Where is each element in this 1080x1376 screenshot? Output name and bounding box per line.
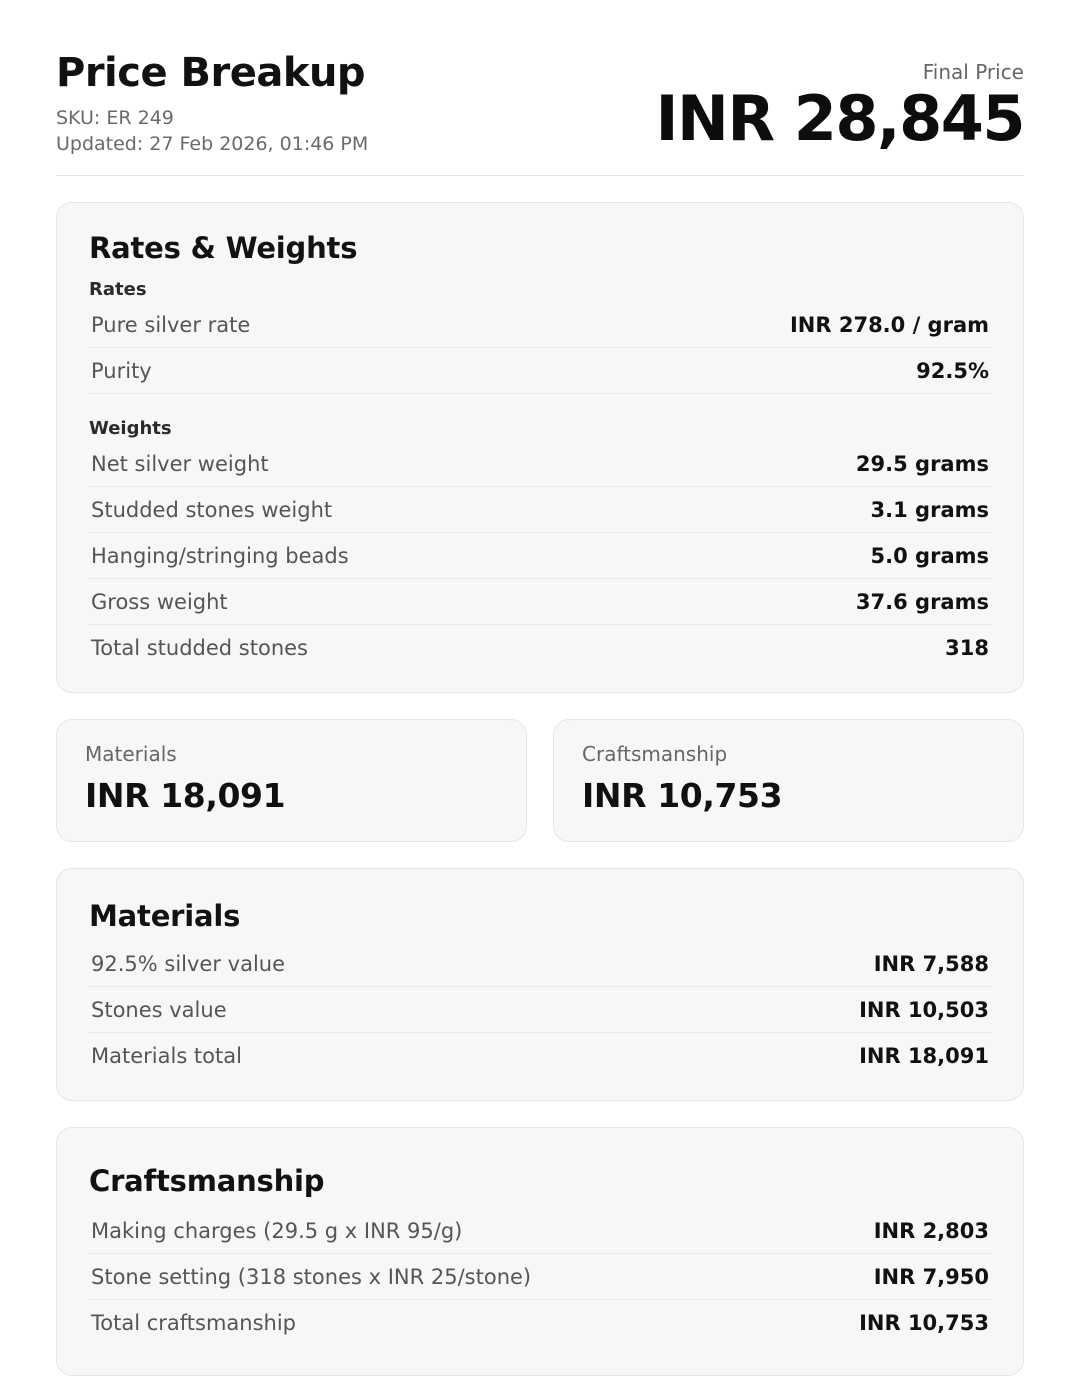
row-label: Gross weight [91,590,228,615]
table-row [89,625,991,670]
row-value: INR 7,588 [873,952,989,977]
summary-cards [56,719,1024,842]
row-value: 29.5 grams [855,452,989,477]
summary-value: INR 18,091 [85,776,286,816]
table-row [89,348,991,394]
table-row [89,441,991,487]
row-label: Making charges (29.5 g x INR 95/g) [91,1219,463,1244]
row-label: Total craftsmanship [91,1311,297,1336]
sku-text: SKU: ER 249 [56,107,174,129]
row-value: INR 7,950 [873,1265,989,1290]
row-value: INR 18,091 [859,1044,989,1069]
table-row [89,1208,991,1254]
row-label: Stones value [91,998,227,1023]
updated-timestamp: Updated: 27 Feb 2026, 01:46 PM [56,132,369,155]
row-value: INR 10,503 [859,998,989,1023]
table-row [89,579,991,625]
row-value: INR 2,803 [873,1219,989,1244]
row-value: 37.6 grams [855,590,989,615]
row-label: Hanging/stringing beads [91,544,349,569]
rates-weights-title: Rates & Weights [89,231,358,266]
final-price-block [655,40,1024,155]
rates-group-label: Rates [89,279,147,301]
row-label: Materials total [91,1044,242,1069]
row-value: 92.5% [916,359,989,384]
row-label: Pure silver rate [91,313,251,338]
summary-card-craftsmanship [553,719,1024,842]
summary-label: Materials [85,742,177,767]
row-value: 5.0 grams [870,544,989,569]
table-row [89,1300,991,1345]
page-title: Price Breakup [56,50,366,96]
final-price-value: INR 28,845 [655,82,1024,155]
table-row [89,1033,991,1078]
summary-label: Craftsmanship [582,742,728,767]
craftsmanship-card [56,1127,1024,1376]
materials-title: Materials [89,899,241,934]
page-header [56,40,1024,176]
row-label: Purity [91,359,152,384]
summary-card-materials [56,719,527,842]
table-row [89,533,991,579]
row-value: 3.1 grams [870,498,989,523]
row-label: 92.5% silver value [91,952,286,977]
row-label: Stone setting (318 stones x INR 25/stone) [91,1265,532,1290]
table-row [89,487,991,533]
craftsmanship-title: Craftsmanship [89,1164,325,1199]
row-value: INR 278.0 / gram [789,313,989,338]
row-value: INR 10,753 [859,1311,989,1336]
row-label: Total studded stones [91,636,308,661]
table-row [89,1254,991,1300]
header-left [56,40,368,157]
table-row [89,987,991,1033]
rates-weights-card [56,202,1024,693]
row-value: 318 [945,636,989,661]
weights-group-label: Weights [89,418,172,440]
final-price-label: Final Price [922,60,1024,84]
row-label: Studded stones weight [91,498,333,523]
materials-card [56,868,1024,1101]
row-label: Net silver weight [91,452,269,477]
table-row [89,941,991,987]
summary-value: INR 10,753 [582,776,783,816]
table-row [89,302,991,348]
